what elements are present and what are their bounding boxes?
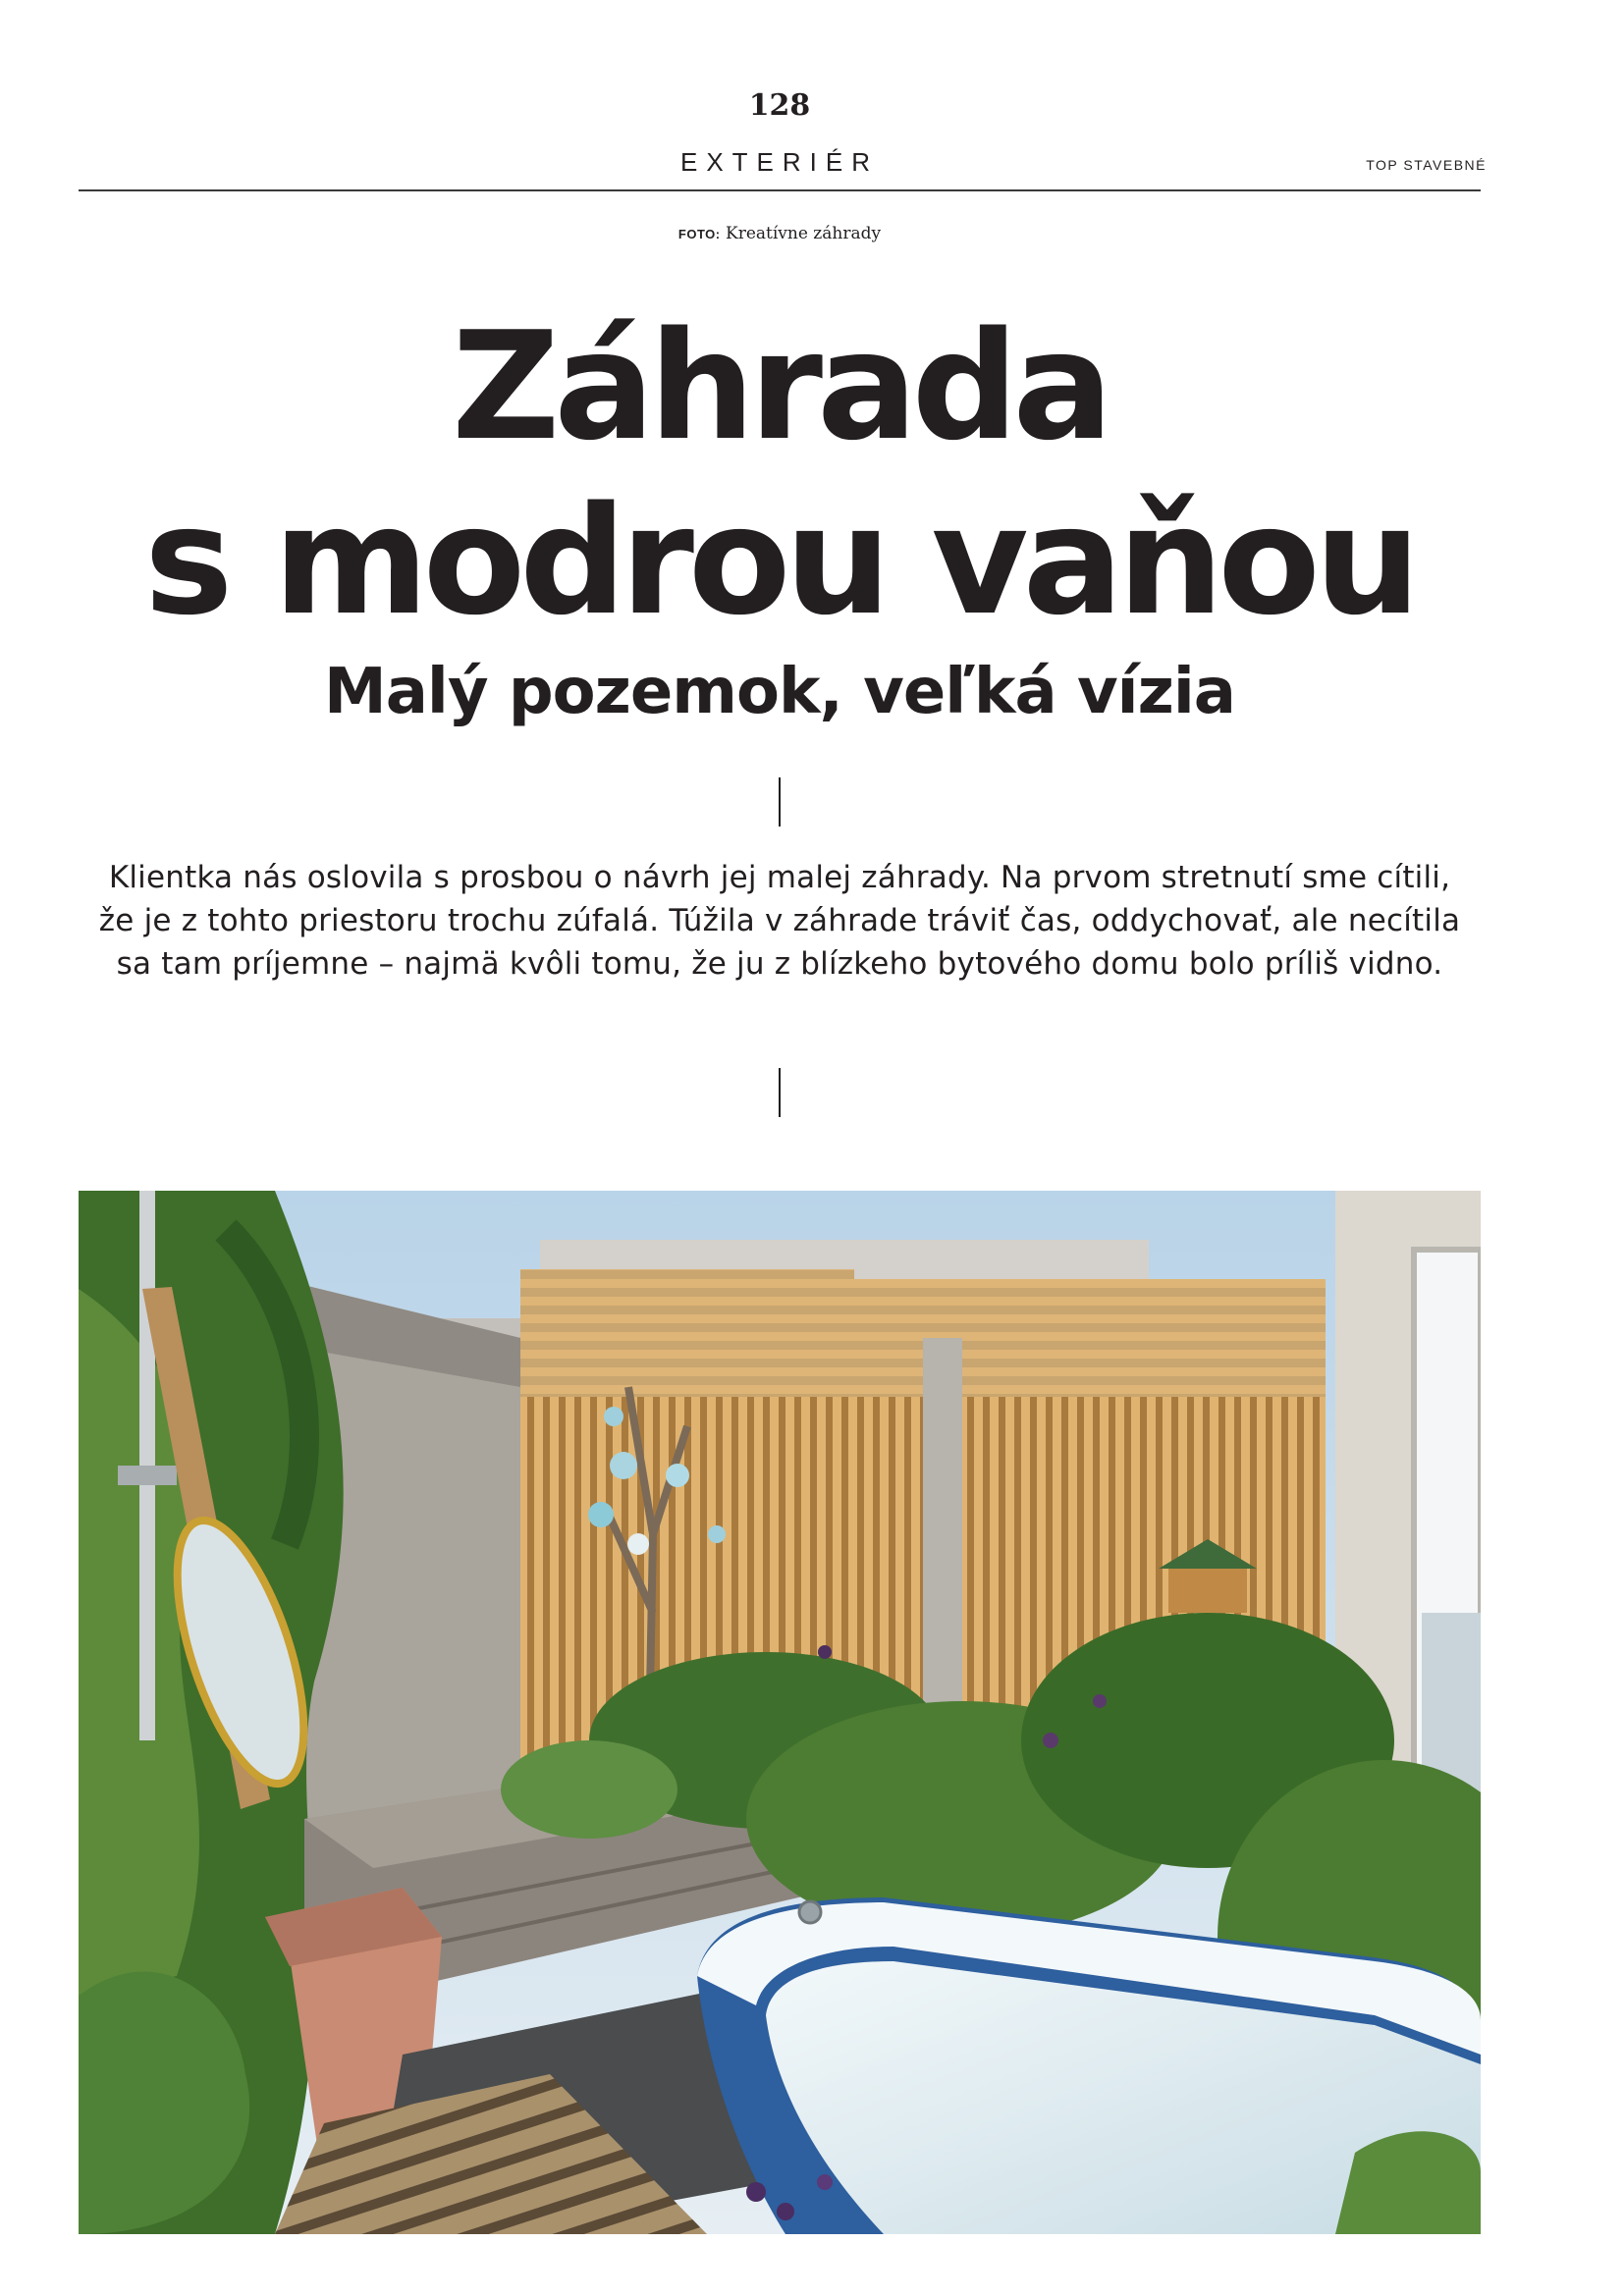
photo-credit-value: Kreatívne záhrady: [726, 224, 882, 243]
page-number: 128: [748, 88, 811, 123]
header-rule: [79, 189, 1481, 191]
article-title-line1: Záhrada: [452, 299, 1108, 473]
photo-credit: [0, 224, 1559, 243]
magazine-brand: TOP STAVEBNÉ: [1366, 157, 1487, 173]
article-lead: Klientka nás oslovila s prosbou o návrh jej malej záhrady. Na prvom stretnutí sme cítili, že je z tohto priestoru trochu zúfalá. Túžila v záhrade tráviť čas, oddychovať, ale necítila sa tam príjemne – najmä kvôli tomu, že ju z blízkeho bytového domu bolo príliš vidno.: [98, 860, 1461, 982]
divider-line-bottom: [779, 1068, 781, 1117]
article-title-line2: s modrou vaňou: [143, 474, 1416, 648]
section-label: EXTERIÉR: [679, 147, 880, 177]
garden-photo: [79, 1191, 1481, 2234]
article-subtitle: Malý pozemok, veľká vízia: [324, 656, 1235, 728]
photo-credit-label: FOTO:: [677, 227, 721, 241]
article-title: [0, 299, 1559, 649]
divider-line-top: [779, 777, 781, 827]
fence-upper-left: [520, 1269, 854, 1397]
